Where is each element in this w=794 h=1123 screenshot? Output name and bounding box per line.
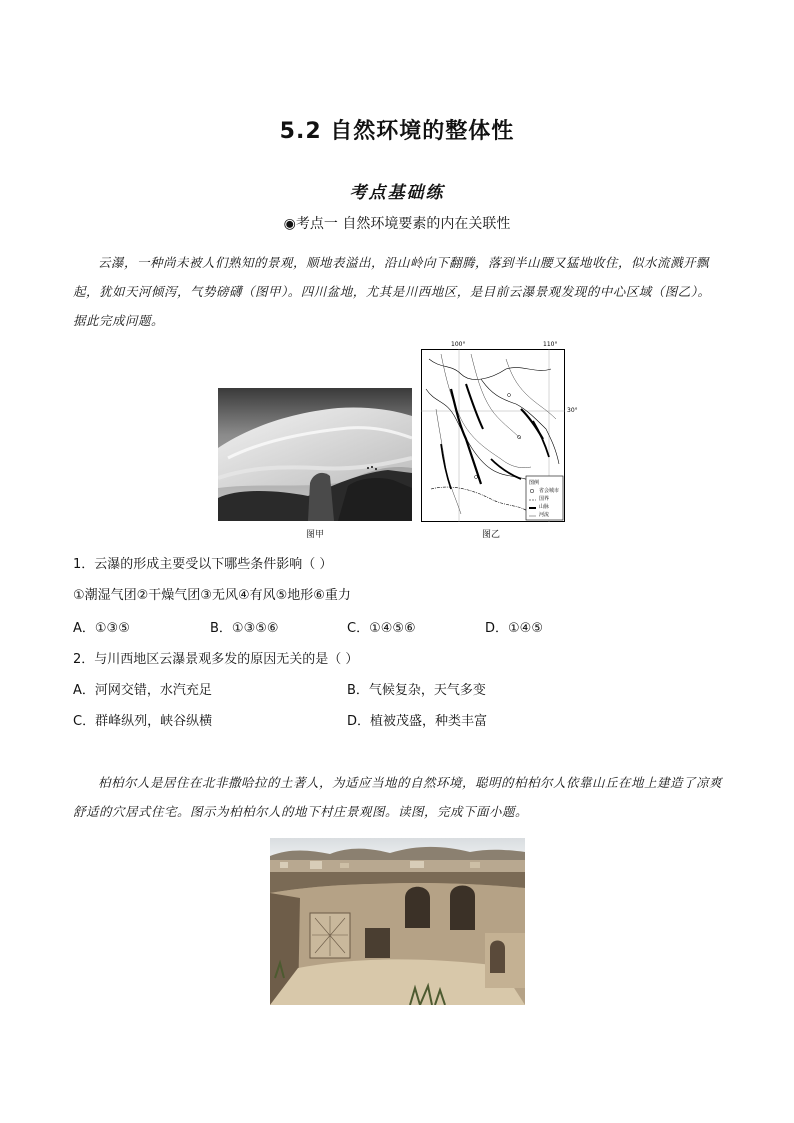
page-title: 5.2 自然环境的整体性: [279, 119, 515, 144]
question-2-option-d[interactable]: D．植被茂盛，种类丰富: [347, 714, 488, 729]
question-1-stem: 1．云瀑的形成主要受以下哪些条件影响（ ）: [73, 557, 333, 572]
map-lon-right: 110°: [543, 341, 558, 348]
question-2-stem: 2．与川西地区云瀑景观多发的原因无关的是（ ）: [73, 652, 359, 667]
topic-subheading: ◉考点一 自然环境要素的内在关联性: [283, 216, 511, 232]
legend-river: 河流: [539, 512, 550, 518]
figure-a-caption: 图甲: [305, 530, 324, 540]
map-labels-layer: [421, 340, 578, 522]
photo-cloud-waterfall: [218, 388, 412, 521]
question-1-option-a[interactable]: A．①③⑤: [73, 621, 130, 636]
question-1-conditions: ①潮湿气团②干燥气团③无风④有风⑤地形⑥重力: [73, 588, 351, 603]
passage-berber-dwellings: 柏柏尔人是居住在北非撒哈拉的土著人，为适应当地的自然环境，聪明的柏柏尔人依靠山丘在地上建造了凉爽舒适的穴居式住宅。图示为柏柏尔人的地下村庄景观图。读图，完成下面小题。: [73, 775, 723, 819]
question-2-option-c[interactable]: C．群峰纵列，峡谷纵横: [73, 714, 213, 729]
section-heading: 考点基础练: [349, 183, 445, 203]
question-1-option-d[interactable]: D．①④⑤: [485, 621, 543, 636]
legend-city: 省会城市: [539, 488, 560, 494]
question-2-option-a[interactable]: A．河网交错，水汽充足: [73, 683, 212, 698]
legend-title: 图例: [529, 480, 540, 486]
map-lat: 30°: [567, 407, 578, 414]
legend-mountain: 山脉: [539, 504, 550, 510]
figure-b-caption: 图乙: [481, 530, 500, 540]
passage-cloud-waterfall: 云瀑，一种尚未被人们熟知的景观，顺地表溢出，沿山岭向下翻腾，落到半山腰又猛地收住，似水流溅开飘起，犹如天河倾泻，气势磅礴（图甲）。四川盆地，尤其是川西地区，是目前云瀑景观发现的中心区域（图乙）。据此完成问题。: [73, 255, 711, 328]
legend-border: 国界: [539, 496, 550, 502]
question-1-option-b[interactable]: B．①③⑤⑥: [210, 621, 279, 636]
question-2-option-b[interactable]: B．气候复杂，天气多变: [347, 683, 486, 698]
photo-berber-village: [270, 838, 525, 1005]
map-lon-left: 100°: [451, 341, 466, 348]
question-1-option-c[interactable]: C．①④⑤⑥: [347, 621, 416, 636]
